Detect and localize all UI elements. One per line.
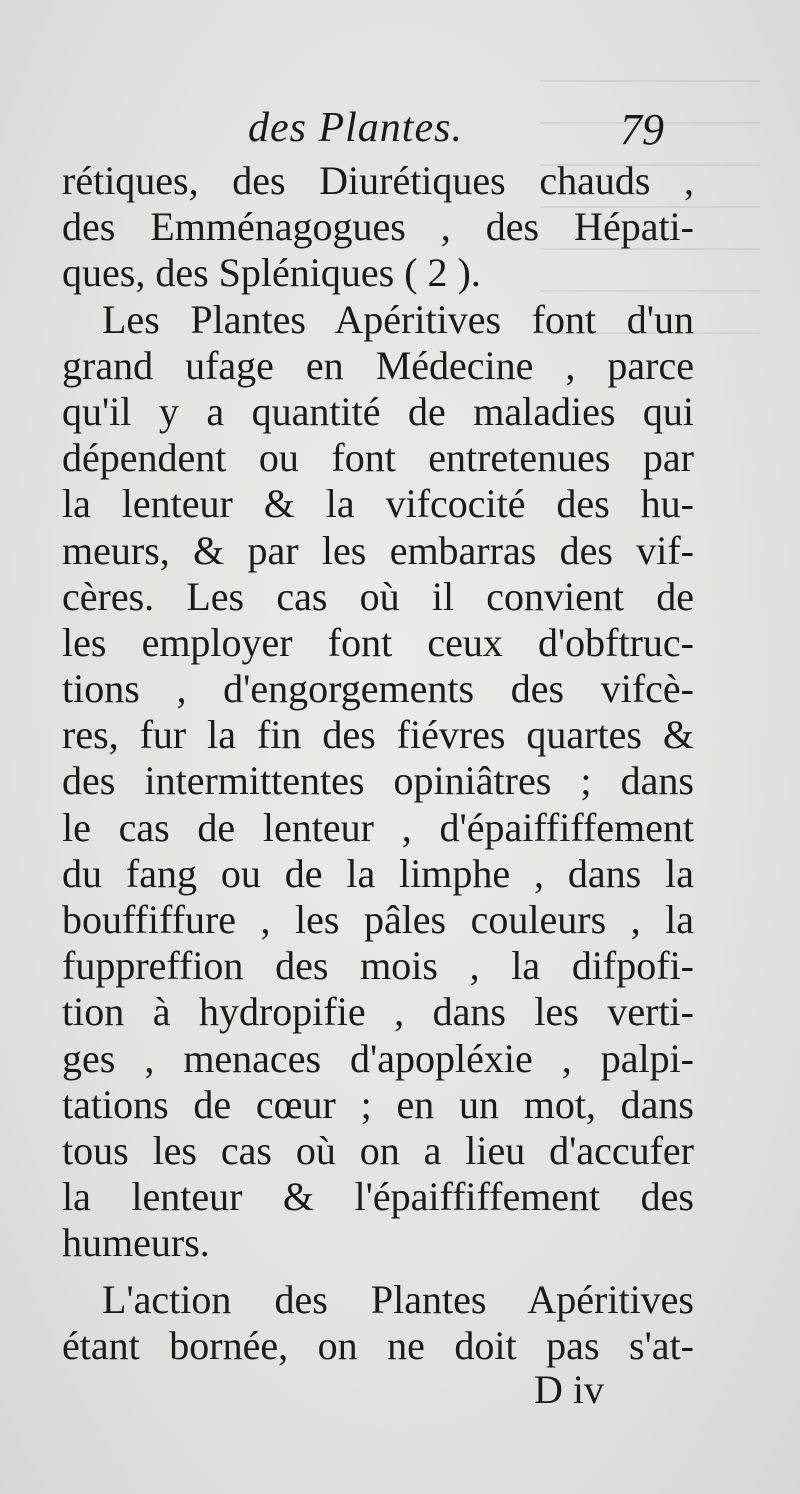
text-line: fuppreffion des mois , la difpofi- (62, 943, 694, 989)
text-line: ques, des Spléniques ( 2 ). (62, 250, 481, 296)
text-line: tion à hydropifie , dans les verti- (62, 989, 694, 1035)
text-line: les employer font ceux d'obftruc- (62, 619, 694, 665)
text-line: meurs, & par les embarras des vif- (62, 527, 694, 573)
text-line: du fang ou de la limphe , dans la (62, 850, 694, 896)
running-head: des Plantes. (248, 105, 463, 151)
text-line: étant bornée, on ne doit pas s'at- (62, 1322, 694, 1368)
text-line: tions , d'engorgements des vifcè- (62, 666, 694, 712)
text-line: dépendent ou font entretenues par (62, 435, 694, 481)
text-line: la lenteur & la vifcocité des hu- (62, 481, 694, 527)
text-line: des intermittentes opiniâtres ; dans (62, 758, 694, 804)
text-line: le cas de lenteur , d'épaiffiffement (62, 804, 694, 850)
signature-mark: D iv (534, 1367, 604, 1412)
text-line: la lenteur & l'épaiffiffement des (62, 1174, 694, 1220)
text-line: ges , menaces d'apopléxie , palpi- (62, 1035, 694, 1081)
text-line: tous les cas où on a lieu d'accufer (62, 1127, 694, 1173)
text-line: humeurs. (62, 1220, 210, 1266)
text-line: L'action des Plantes Apéritives (102, 1276, 694, 1322)
body-text (62, 158, 694, 1369)
text-line: tations de cœur ; en un mot, dans (62, 1081, 694, 1127)
page-header (0, 104, 800, 164)
text-line: res, fur la fin des fiévres quartes & (62, 712, 694, 758)
text-line: rétiques, des Diurétiques chauds , (62, 158, 694, 203)
text-line: cères. Les cas où il convient de (62, 573, 694, 619)
text-line: Les Plantes Apéritives font d'un (102, 296, 694, 342)
page-number: 79 (620, 105, 664, 154)
text-line: bouffiffure , les pâles couleurs , la (62, 897, 694, 942)
text-line: qu'il y a quantité de maladies qui (62, 388, 694, 434)
text-line: des Emménagogues , des Hépati- (62, 204, 694, 250)
text-line: grand ufage en Médecine , parce (62, 342, 694, 388)
paragraph-gap (62, 1267, 694, 1277)
